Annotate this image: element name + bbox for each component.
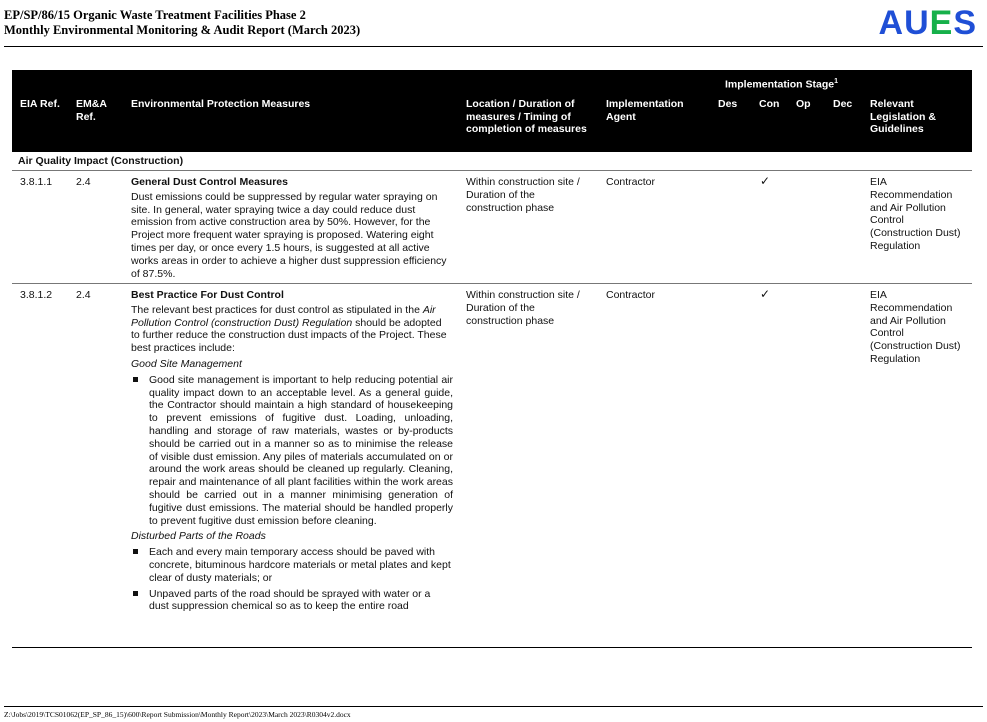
aues-logo: AUES xyxy=(878,4,977,42)
report-project-title: EP/SP/86/15 Organic Waste Treatment Facilities Phase 2 xyxy=(4,8,306,22)
list-item: Unpaved parts of the road should be sprayed with water or a dust suppression chemical so as to keep the entire road xyxy=(131,588,453,614)
bullet-icon xyxy=(133,549,138,554)
row2-intro: The relevant best practices for dust control as stipulated in the Air Pollution Control (construction Dust) Regulation should be adopted to further reduce the construction dust impacts of the Project. These best practices include: xyxy=(131,303,447,355)
col-stage-group: Implementation Stage$^1$ xyxy=(725,78,839,91)
row2-subhead-disturbed-roads: Disturbed Parts of the Roads xyxy=(131,530,266,543)
section-air-quality: Air Quality Impact (Construction) xyxy=(18,155,184,167)
bullet-icon xyxy=(133,377,138,382)
row2-subhead-site-management: Good Site Management xyxy=(131,357,242,370)
page-header xyxy=(4,4,983,48)
row1-agent: Contractor xyxy=(606,176,656,188)
file-path-footer: Z:\Jobs\2019\TCS01062(EP_SP_86_15)\600\Report Submission\Monthly Report\2023\March 2023\R0304v2.docx xyxy=(4,710,351,719)
row2-ema-ref: 2.4 xyxy=(76,289,91,301)
row2-con-check-icon: ✓ xyxy=(760,287,771,301)
col-eia-ref: EIA Ref. xyxy=(20,98,60,110)
row-divider xyxy=(12,283,972,284)
row1-location: Within construction site / Duration of the construction phase xyxy=(466,176,580,214)
list-item: Good site management is important to help reducing potential air quality impact down to an acceptable level. As a general guide, the Contractor should maintain a high standard of housekeeping to prevent emissions of fugitive dust. Loading, unloading, handling and storage of raw materials, wastes or by-products should be carried out in a manner so as to minimise the release of visible dust emission. Any piles of materials accumulated on or around the work areas should be cleaned up regularly. Cleaning, repair and maintenance of all plant facilities within the work areas should be carried out in a manner minimising generation of fugitive dust emissions. The material should be handled properly to prevent fugitive dust emission before cleaning. xyxy=(131,374,453,528)
col-ema-ref: EM&A Ref. xyxy=(76,98,107,123)
row1-body: Dust emissions could be suppressed by regular water spraying on site. In general, water spraying twice a day could reduce dust emission from active construction area by 50%. However, for the Project more frequent water spraying is proposed. Watering eight times per day, or once every 1.5 hours, is suggested at all active works areas in order to achieve a higher dust suppression efficiency of 87.5%. xyxy=(131,190,447,280)
row2-eia-ref: 3.8.1.2 xyxy=(20,289,53,301)
table-header xyxy=(12,70,972,152)
row1-legislation: EIA Recommendation and Air Pollution Control (Construction Dust) Regulation xyxy=(870,176,961,252)
row1-measures xyxy=(131,176,453,280)
col-agent: Implementation Agent xyxy=(606,98,684,123)
row1-ema-ref: 2.4 xyxy=(76,176,91,188)
header-divider xyxy=(4,46,983,47)
table-bottom-border xyxy=(12,647,972,648)
row2-measures xyxy=(131,289,453,616)
footer-divider xyxy=(4,706,983,707)
col-op: Op xyxy=(796,98,811,110)
row-divider xyxy=(12,170,972,171)
row2-title: Best Practice For Dust Control xyxy=(131,289,284,301)
row2-agent: Contractor xyxy=(606,289,656,301)
row2-location: Within construction site / Duration of the construction phase xyxy=(466,289,580,327)
report-subtitle: Monthly Environmental Monitoring & Audit Report (March 2023) xyxy=(4,23,361,37)
col-des: Des xyxy=(718,98,738,110)
row1-eia-ref: 3.8.1.1 xyxy=(20,176,53,188)
row1-title: General Dust Control Measures xyxy=(131,176,288,188)
col-measures: Environmental Protection Measures xyxy=(131,98,311,110)
row2-legislation: EIA Recommendation and Air Pollution Control (Construction Dust) Regulation xyxy=(870,289,961,365)
bullet-icon xyxy=(133,591,138,596)
col-location: Location / Duration of measures / Timing of completion of measures xyxy=(466,98,587,135)
col-legislation: Relevant Legislation & Guidelines xyxy=(870,98,936,135)
col-dec: Dec xyxy=(833,98,853,110)
col-con: Con xyxy=(759,98,780,110)
list-item: Each and every main temporary access should be paved with concrete, bituminous hardcore materials or metal plates and kept clear of dusty materials; or xyxy=(131,546,453,584)
row1-con-check-icon: ✓ xyxy=(760,174,771,188)
